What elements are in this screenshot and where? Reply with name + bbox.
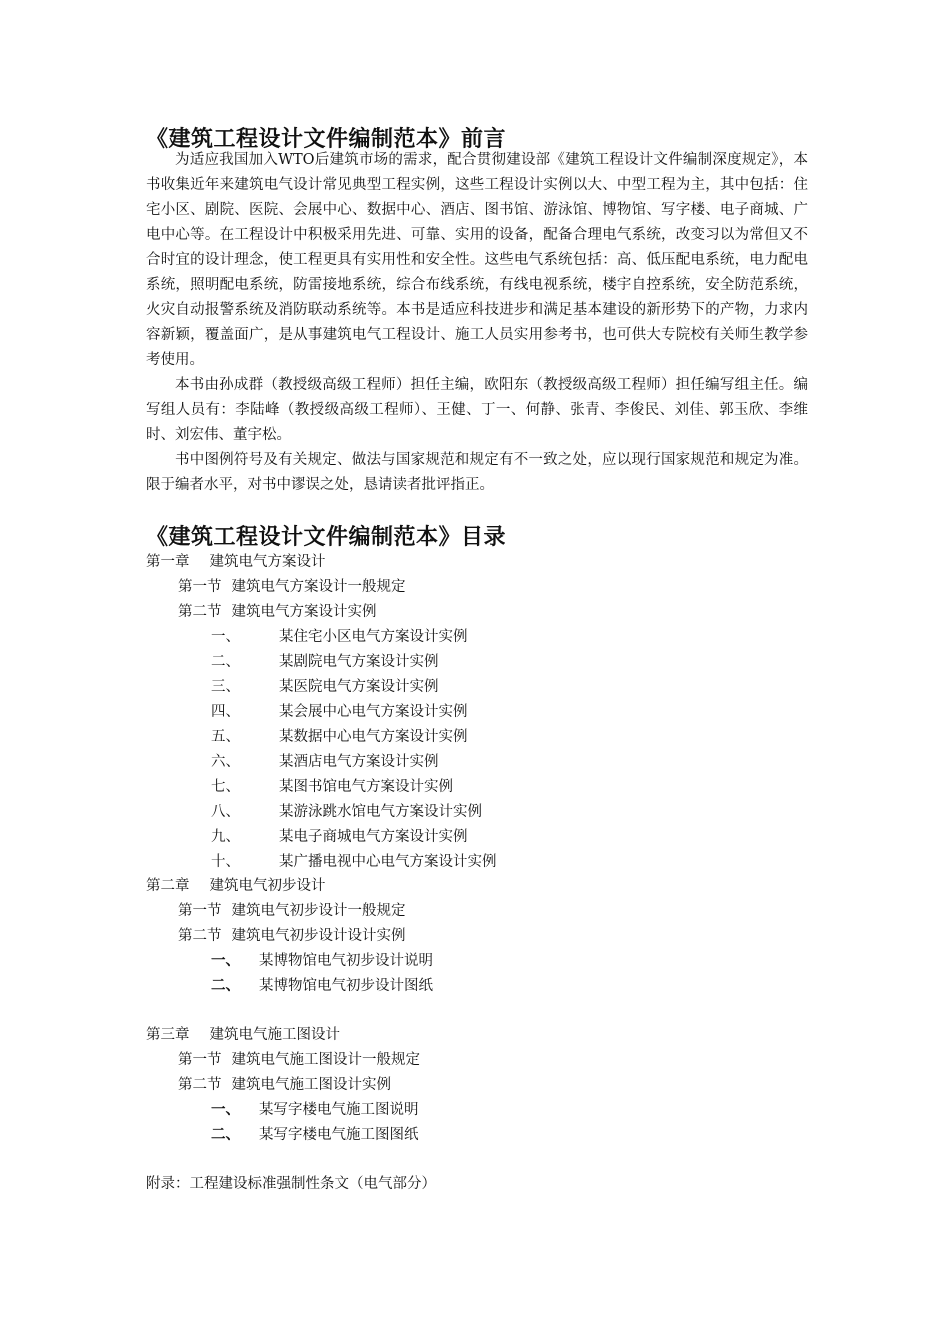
toc-section-3-2 [178, 1073, 391, 1094]
item-number: 四、 [211, 704, 240, 720]
section-label: 第二节 [178, 604, 222, 620]
toc-appendix: 附录：工程建设标准强制性条文（电气部分） [146, 1176, 436, 1192]
toc-item [211, 775, 453, 796]
item-title: 某医院电气方案设计实例 [279, 679, 439, 695]
item-number: 二、 [211, 1126, 240, 1143]
chapter-label: 第三章 [146, 1027, 190, 1043]
item-number: 九、 [211, 829, 240, 845]
item-number: 一、 [211, 1101, 240, 1118]
section-label: 第一节 [178, 1052, 222, 1068]
toc-chapter-1 [146, 550, 326, 571]
item-title: 某电子商城电气方案设计实例 [279, 829, 468, 845]
toc-item [211, 1098, 419, 1119]
item-number: 一、 [211, 952, 240, 969]
chapter-title: 建筑电气施工图设计 [209, 1027, 340, 1043]
item-number: 三、 [211, 679, 240, 695]
toc-title: 《建筑工程设计文件编制范本》目录 [146, 525, 507, 550]
toc-section-1-2 [178, 600, 377, 621]
toc-item [211, 1123, 419, 1144]
item-title: 某酒店电气方案设计实例 [279, 754, 439, 770]
item-title: 某住宅小区电气方案设计实例 [279, 629, 468, 645]
section-title: 建筑电气方案设计一般规定 [231, 579, 406, 595]
item-title: 某游泳跳水馆电气方案设计实例 [279, 804, 482, 820]
item-number: 二、 [211, 977, 240, 994]
section-label: 第一节 [178, 903, 222, 919]
toc-item [211, 949, 433, 970]
toc-item [211, 700, 468, 721]
toc-chapter-3 [146, 1023, 340, 1044]
chapter-label: 第二章 [146, 878, 190, 894]
toc-item [211, 800, 482, 821]
item-number: 二、 [211, 654, 240, 670]
item-number: 一、 [211, 629, 240, 645]
toc-section-3-1 [178, 1048, 420, 1069]
section-title: 建筑电气施工图设计一般规定 [231, 1052, 420, 1068]
toc-chapter-2 [146, 874, 326, 895]
item-title: 某会展中心电气方案设计实例 [279, 704, 468, 720]
item-title: 某博物馆电气初步设计说明 [259, 953, 433, 969]
item-title: 某数据中心电气方案设计实例 [279, 729, 468, 745]
section-label: 第二节 [178, 1077, 222, 1093]
toc-item [211, 625, 468, 646]
section-title: 建筑电气方案设计实例 [231, 604, 377, 620]
toc-item [211, 675, 439, 696]
item-title: 某广播电视中心电气方案设计实例 [279, 854, 497, 870]
item-title: 某写字楼电气施工图图纸 [259, 1127, 419, 1143]
toc-item [211, 825, 468, 846]
item-title: 某博物馆电气初步设计图纸 [259, 978, 433, 994]
preface-title: 《建筑工程设计文件编制范本》前言 [146, 127, 507, 152]
section-title: 建筑电气初步设计设计实例 [231, 928, 406, 944]
item-title: 某图书馆电气方案设计实例 [279, 779, 453, 795]
preface-paragraph-3: 书中图例符号及有关规定、做法与国家规范和规定有不一致之处，应以现行国家规范和规定为准。限于编者水平，对书中谬误之处，恳请读者批评指正。 [146, 452, 808, 493]
item-title: 某写字楼电气施工图说明 [259, 1102, 419, 1118]
section-title: 建筑电气初步设计一般规定 [231, 903, 406, 919]
section-label: 第二节 [178, 928, 222, 944]
item-number: 六、 [211, 754, 240, 770]
preface-paragraph-2: 本书由孙成群（教授级高级工程师）担任主编，欧阳东（教授级高级工程师）担任编写组主任。编写组人员有：李陆峰（教授级高级工程师）、王健、丁一、何静、张青、李俊民、刘佳、郭玉欣、李维时、刘宏伟、董宇松。 [146, 377, 808, 443]
toc-item [211, 750, 439, 771]
item-title: 某剧院电气方案设计实例 [279, 654, 439, 670]
toc-section-1-1 [178, 575, 406, 596]
item-number: 五、 [211, 729, 240, 745]
section-label: 第一节 [178, 579, 222, 595]
chapter-title: 建筑电气初步设计 [209, 878, 326, 894]
chapter-label: 第一章 [146, 554, 190, 570]
preface-paragraph-1: 为适应我国加入WTO后建筑市场的需求，配合贯彻建设部《建筑工程设计文件编制深度规定》，本书收集近年来建筑电气设计常见典型工程实例，这些工程设计实例以大、中型工程为主，其中包括：住宅小区、剧院、医院、会展中心、数据中心、酒店、图书馆、游泳馆、博物馆、写字楼、电子商城、广电中心等。在工程设计中积极采用先进、可靠、实用的设备，配备合理电气系统，改变习以为常但又不合时宜的设计理念，使工程更具有实用性和安全性。这些电气系统包括：高、低压配电系统，电力配电系统，照明配电系统，防雷接地系统，综合布线系统，有线电视系统，楼宇自控系统，安全防范系统，火灾自动报警系统及消防联动系统等。本书是适应科技进步和满足基本建设的新形势下的产物，力求内容新颖，覆盖面广，是从事建筑电气工程设计、施工人员实用参考书，也可供大专院校有关师生教学参考使用。 [146, 152, 808, 368]
item-number: 八、 [211, 804, 240, 820]
toc-section-2-2 [178, 924, 406, 945]
toc-section-2-1 [178, 899, 406, 920]
toc-item [211, 725, 468, 746]
toc-item [211, 850, 497, 871]
toc-item [211, 974, 433, 995]
toc-item [211, 650, 439, 671]
section-title: 建筑电气施工图设计实例 [231, 1077, 391, 1093]
item-number: 七、 [211, 779, 240, 795]
item-number: 十、 [211, 854, 240, 870]
chapter-title: 建筑电气方案设计 [209, 554, 326, 570]
